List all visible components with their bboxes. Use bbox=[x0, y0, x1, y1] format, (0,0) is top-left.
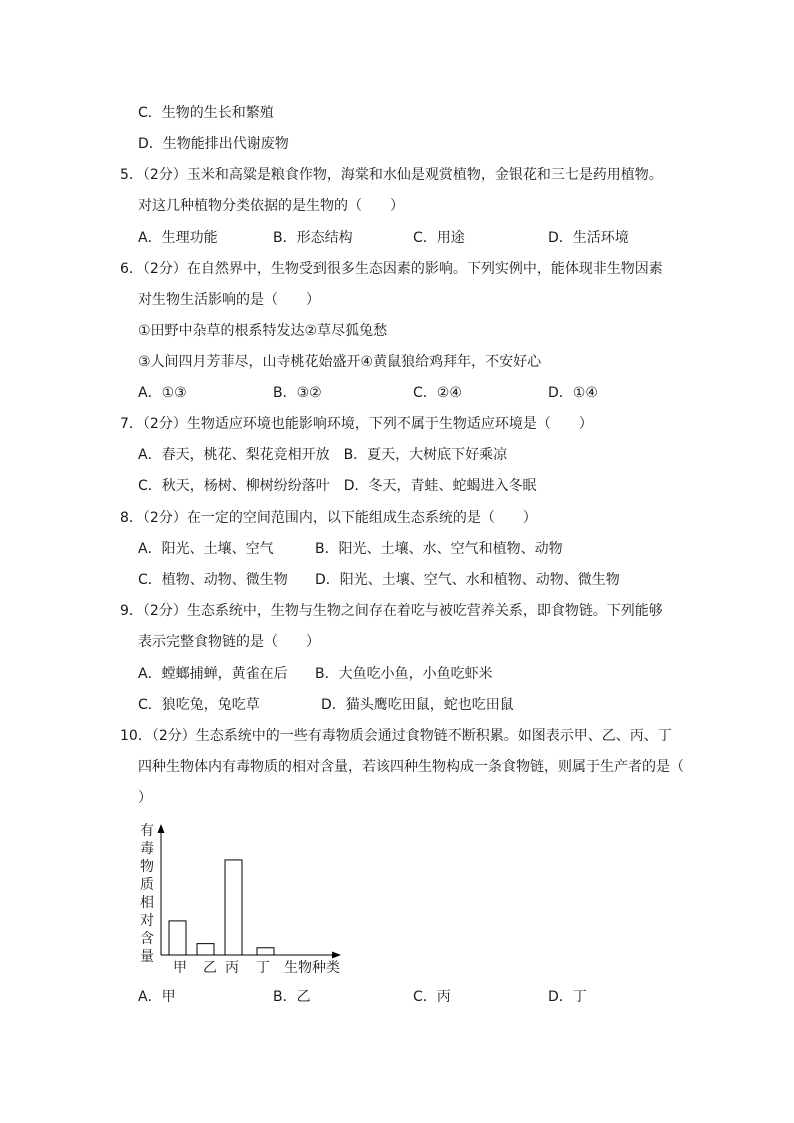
option-c: C．用途 bbox=[413, 230, 465, 246]
question-stem-continued: 对生物生活影响的是（ ） bbox=[138, 292, 320, 308]
toxin-bar-chart bbox=[130, 815, 370, 985]
x-axis-arrow bbox=[332, 952, 341, 959]
question-stem-end: ） bbox=[138, 790, 152, 806]
question-stem-continued: 表示完整食物链的是（ ） bbox=[138, 634, 320, 650]
bar bbox=[257, 948, 274, 955]
y-axis-label-char: 质 bbox=[140, 877, 154, 893]
options-row-2: C．秋天，杨树、柳树纷纷落叶 D．冬天，青蛙、蛇蝎进入冬眠 bbox=[138, 478, 537, 494]
option-c: C．丙 bbox=[413, 989, 451, 1005]
category-label: 甲 bbox=[173, 960, 187, 976]
options-row-1: A．春天，桃花、梨花竞相开放 B．夏天，大树底下好乘凉 bbox=[138, 447, 508, 463]
question-stem-continued: 四种生物体内有毒物质的相对含量，若该四种生物构成一条食物链，则属于生产者的是（ bbox=[138, 759, 684, 775]
bar bbox=[169, 921, 186, 955]
question-stem: 6．（2分）在自然界中，生物受到很多生态因素的影响。下列实例中，能体现非生物因素 bbox=[120, 261, 663, 277]
y-axis-label-char: 物 bbox=[140, 859, 154, 875]
option-d: D．生物能排出代谢废物 bbox=[138, 136, 289, 152]
y-axis-label-char: 有 bbox=[140, 823, 154, 839]
bar bbox=[197, 944, 214, 955]
y-axis-label-char: 含 bbox=[140, 931, 154, 947]
example-list-2: ③人间四月芳菲尽，山寺桃花始盛开④黄鼠狼给鸡拜年，不安好心 bbox=[138, 354, 542, 370]
question-stem: 9．（2分）生态系统中，生物与生物之间存在着吃与被吃营养关系，即食物链。下列能够 bbox=[120, 603, 663, 619]
example-list-1: ①田野中杂草的根系特发达②草尽狐兔愁 bbox=[138, 323, 388, 339]
option-c: C．②④ bbox=[413, 385, 462, 401]
category-label: 丁 bbox=[256, 960, 270, 976]
question-stem: 5．（2分）玉米和高粱是粮食作物，海棠和水仙是观赏植物，金银花和三七是药用植物。 bbox=[120, 167, 663, 183]
question-stem: 10．（2分）生态系统中的一些有毒物质会通过食物链不断积累。如图表示甲、乙、丙、丁 bbox=[120, 728, 672, 744]
option-b: B．形态结构 bbox=[273, 230, 353, 246]
option-d: D．丁 bbox=[548, 989, 587, 1005]
y-axis-label-char: 对 bbox=[140, 913, 154, 929]
option-b: B．阳光、土壤、水、空气和植物、动物 bbox=[315, 541, 563, 557]
option-d: D．生活环境 bbox=[548, 230, 629, 246]
category-label: 乙 bbox=[203, 960, 217, 976]
option-a: A．螳螂捕蝉，黄雀在后 bbox=[138, 666, 288, 682]
question-stem-continued: 对这几种植物分类依据的是生物的（ ） bbox=[138, 198, 404, 214]
question-stem: 7．（2分）生物适应环境也能影响环境，下列不属于生物适应环境是（ ） bbox=[120, 416, 593, 432]
y-axis-label-char: 毒 bbox=[140, 841, 154, 857]
option-d: D．阳光、土壤、空气、水和植物、动物、微生物 bbox=[315, 572, 620, 588]
y-axis-label bbox=[140, 823, 154, 965]
option-b: B．③② bbox=[273, 385, 322, 401]
option-d: D．①④ bbox=[548, 385, 598, 401]
y-axis-label-char: 相 bbox=[140, 895, 154, 911]
option-a: A．阳光、土壤、空气 bbox=[138, 541, 274, 557]
category-label: 丙 bbox=[225, 960, 239, 976]
bars bbox=[169, 860, 274, 955]
option-d: D．猫头鹰吃田鼠，蛇也吃田鼠 bbox=[321, 697, 514, 713]
option-c: C．生物的生长和繁殖 bbox=[138, 105, 274, 121]
question-stem: 8．（2分）在一定的空间范围内，以下能组成生态系统的是（ ） bbox=[120, 510, 537, 526]
option-c: C．植物、动物、微生物 bbox=[138, 572, 288, 588]
option-a: A．甲 bbox=[138, 989, 176, 1005]
option-a: A．生理功能 bbox=[138, 230, 218, 246]
x-axis-label: 生物种类 bbox=[284, 960, 340, 976]
option-b: B．大鱼吃小鱼，小鱼吃虾米 bbox=[315, 666, 493, 682]
option-a: A．①③ bbox=[138, 385, 187, 401]
bar bbox=[225, 860, 242, 955]
y-axis-arrow bbox=[158, 824, 165, 833]
option-c: C．狼吃兔，兔吃草 bbox=[138, 697, 260, 713]
option-b: B．乙 bbox=[273, 989, 311, 1005]
y-axis-label-char: 量 bbox=[140, 949, 154, 965]
x-tick-labels bbox=[173, 960, 270, 976]
